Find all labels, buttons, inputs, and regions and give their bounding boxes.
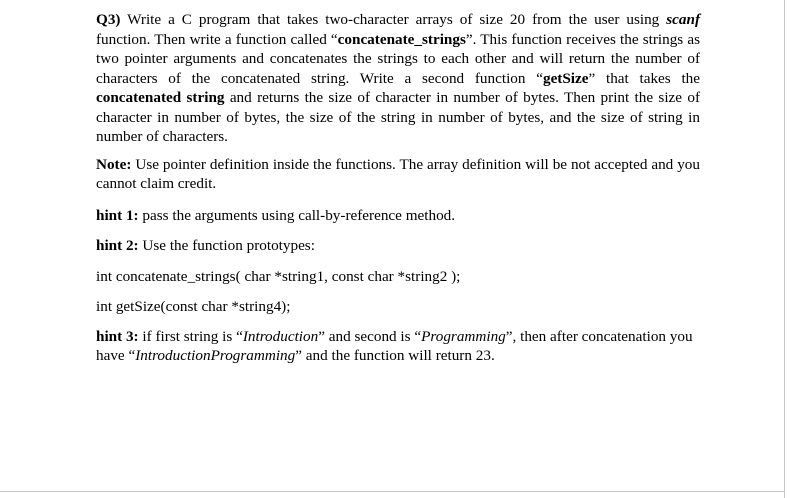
hint-3 [96, 327, 700, 366]
question-label: Q3) [96, 11, 121, 28]
question-paragraph [96, 10, 700, 147]
note-label: Note: [96, 155, 132, 173]
hint-3-second-string: Programming [421, 327, 506, 345]
question-text-1: Write a C program that takes two-character arrays of size 20 from the user using [120, 11, 667, 28]
getsize-term: getSize [542, 69, 589, 87]
question-text-5: and returns the size of character in number of bytes. Then print the size of character in number of bytes, the size of the string in number of bytes, and the size of string in number of characters. [96, 89, 701, 145]
hint-1 [96, 206, 700, 226]
note-text: Use pointer definition inside the functions. The array definition will be not accepted and you cannot claim credit. [96, 155, 700, 192]
hint-1-label: hint 1: [96, 206, 139, 224]
hint-3-combined-string: IntroductionProgramming [135, 347, 296, 364]
prototype-concatenate-strings: int concatenate_strings( char *string1, const char *string2 ); [96, 267, 461, 285]
question-text-2: function. Then write a function called “ [96, 30, 338, 48]
hint-1-text: pass the arguments using call-by-reference method. [138, 206, 456, 224]
hint-3-text-4: ” and the function will return 23. [295, 347, 495, 364]
prototype-getsize: int getSize(const char *string4); [96, 298, 291, 315]
hint-2-label: hint 2: [96, 237, 139, 254]
page-edge-vertical [784, 0, 785, 498]
page-edge-horizontal [0, 491, 785, 492]
hint-3-text-1: if first string is “ [138, 327, 243, 345]
note-paragraph [96, 155, 700, 194]
question-content [96, 10, 700, 366]
hint-2-text: Use the function prototypes: [138, 237, 315, 254]
scanf-term: scanf [666, 11, 700, 28]
question-text-4: ” that takes the [588, 69, 700, 87]
hint-2 [96, 236, 700, 256]
question-text-3: ”. This function receives the strings as two pointer arguments and concatenates the strings to each other and will return the number of characters of the concatenated string. Write a second function “ [96, 30, 700, 87]
concatenate-strings-term: concatenate_strings [337, 30, 466, 48]
hint-3-text-2: ” and second is “ [318, 327, 422, 345]
hint-3-first-string: Introduction [242, 327, 319, 345]
concatenated-string-term: concatenated string [96, 89, 225, 106]
hint-3-text-3: ”, then after concatenation you have “ [96, 327, 693, 364]
hint-3-label: hint 3: [96, 327, 139, 345]
